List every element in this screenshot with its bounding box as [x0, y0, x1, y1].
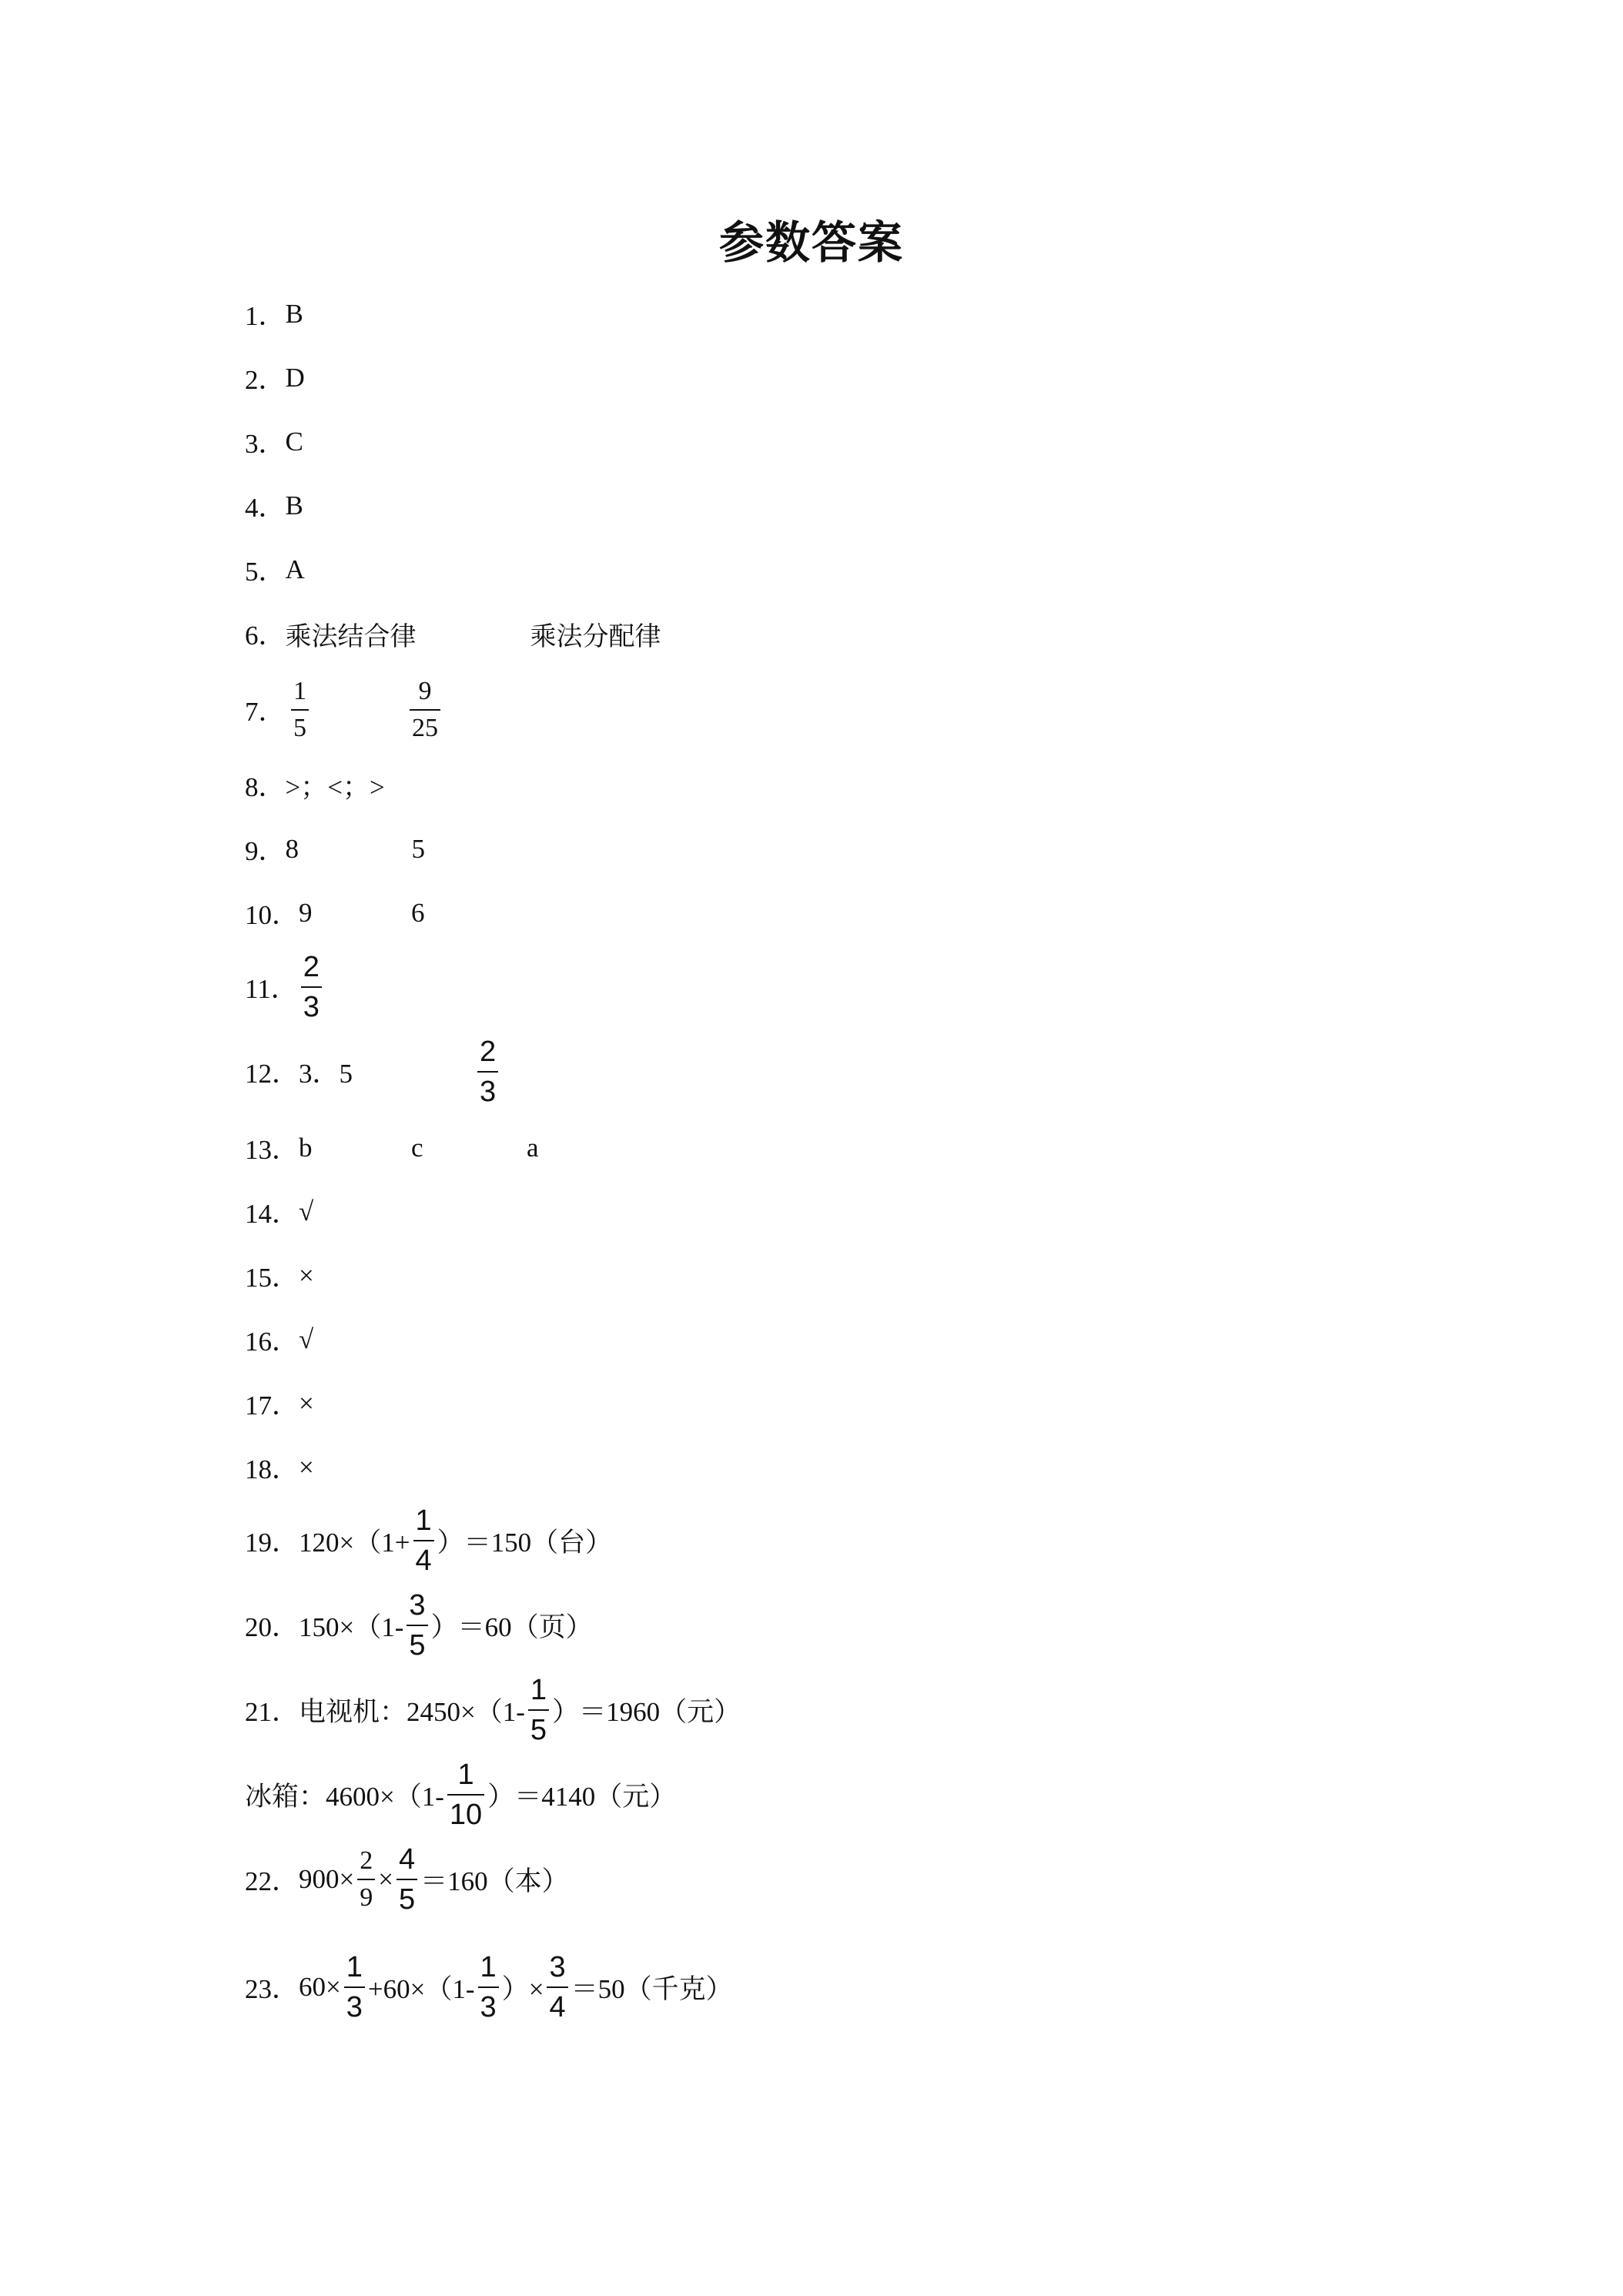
expression-part: ）＝4140（元）: [487, 1782, 677, 1812]
answer-12: [245, 1033, 501, 1110]
expression-part: 900×: [299, 1864, 355, 1894]
fraction: $\frac{2}{9}$: [357, 1848, 375, 1911]
answer-21: [245, 1672, 741, 1749]
fraction: $\frac{1}{3}$: [478, 1953, 499, 2022]
answer-number: 12．: [245, 1059, 300, 1089]
fraction: $\frac{2}{3}$: [301, 952, 322, 1022]
fraction: $\frac{1}{4}$: [413, 1506, 434, 1575]
fraction: $\frac{1}{5}$: [528, 1675, 549, 1745]
fraction: $\frac{1}{10}$: [447, 1760, 484, 1829]
answer-number: 9．: [245, 836, 286, 866]
answer-16: [245, 1315, 313, 1364]
fraction: $\frac{1}{5}$: [291, 678, 309, 741]
answer-9: [245, 825, 425, 874]
expression-part: 冰箱：4600×（1-: [245, 1782, 444, 1812]
answer-17: [245, 1379, 314, 1428]
answer-value-2: 乘法分配律: [530, 621, 661, 652]
fraction: $\frac{1}{3}$: [344, 1953, 365, 2022]
answer-value-2: c: [411, 1133, 423, 1163]
answer-number: 6．: [245, 621, 286, 651]
answer-number: 13．: [245, 1135, 300, 1165]
answer-4: [245, 481, 303, 530]
answer-21-fridge: [245, 1756, 676, 1833]
answer-number: 4．: [245, 493, 286, 523]
answer-number: 5．: [245, 557, 286, 587]
expression-part: ）＝150（台）: [437, 1528, 613, 1558]
answer-value-1: b: [299, 1133, 313, 1163]
answer-value: D: [285, 363, 305, 393]
answer-3: [245, 417, 303, 467]
answer-11: [245, 949, 325, 1026]
fraction: $\frac{2}{3}$: [477, 1037, 498, 1106]
answer-value: ×: [299, 1260, 314, 1290]
answer-18: [245, 1443, 314, 1492]
answer-13: [245, 1123, 539, 1173]
answer-8: [245, 761, 385, 810]
page-title: 参数答案: [718, 216, 904, 269]
expression-part: ）＝1960（元）: [552, 1697, 741, 1727]
answer-20: [245, 1587, 593, 1664]
answer-number: 8．: [245, 772, 286, 802]
answer-number: 1．: [245, 301, 286, 331]
expression-part: ×: [378, 1864, 394, 1894]
answer-value: B: [285, 299, 303, 329]
answer-22: [245, 1841, 569, 1918]
expression-part: ＝160（本）: [420, 1866, 569, 1896]
answer-number: 15．: [245, 1263, 300, 1293]
fraction: $\frac{4}{5}$: [397, 1845, 417, 1914]
answer-6: [245, 609, 661, 658]
answer-number: 20．: [245, 1612, 300, 1642]
expression-part: +60×（1-: [367, 1974, 475, 2004]
answer-value: √: [299, 1324, 314, 1354]
answer-number: 22．: [245, 1866, 300, 1896]
answer-7: [245, 673, 443, 747]
answer-value: C: [285, 427, 303, 457]
expression-part: ＝50（千克）: [571, 1974, 733, 2004]
answer-value: 3．5: [299, 1059, 353, 1089]
answer-value-1: 乘法结合律: [285, 621, 417, 652]
answer-value: A: [285, 554, 305, 584]
answer-value-3: a: [527, 1133, 539, 1163]
expression-part: 150×（1-: [299, 1612, 404, 1642]
answer-10: [245, 889, 425, 938]
answer-number: 17．: [245, 1391, 300, 1421]
answer-value-2: 5: [411, 834, 426, 864]
answer-number: 18．: [245, 1454, 300, 1484]
expression-part: 120×（1+: [299, 1528, 410, 1558]
answer-2: [245, 353, 305, 403]
answer-number: 23．: [245, 1974, 300, 2004]
answer-value-1: 9: [299, 898, 313, 928]
answer-14: [245, 1187, 313, 1237]
expression-part: ）×: [501, 1974, 544, 2004]
answer-number: 10．: [245, 900, 300, 930]
fraction: $\frac{3}{4}$: [547, 1953, 567, 2022]
answer-value: √: [299, 1197, 314, 1227]
answer-number: 21．: [245, 1697, 300, 1727]
answer-23: [245, 1949, 733, 2026]
answer-number: 19．: [245, 1528, 300, 1558]
answer-value-2: 6: [411, 898, 425, 928]
expression-part: ）＝60（页）: [430, 1612, 593, 1642]
answer-value: ×: [299, 1452, 314, 1482]
answer-5: [245, 545, 305, 594]
answer-number: 7．: [245, 697, 286, 727]
answer-value: B: [285, 490, 303, 520]
answer-value-1: 8: [285, 834, 300, 864]
answer-number: 14．: [245, 1199, 300, 1229]
answer-number: 16．: [245, 1327, 300, 1357]
answer-value: ×: [299, 1388, 314, 1418]
answer-number: 11．: [245, 974, 298, 1004]
fraction: $\frac{9}{25}$: [410, 678, 440, 741]
expression-part: 电视机：2450×（1-: [299, 1697, 525, 1727]
answer-15: [245, 1251, 314, 1300]
answer-number: 3．: [245, 429, 286, 459]
answer-value: >；<；>: [285, 772, 385, 802]
answer-number: 2．: [245, 365, 286, 395]
answer-1: [245, 290, 303, 339]
fraction: $\frac{3}{5}$: [407, 1591, 427, 1660]
answer-19: [245, 1502, 612, 1579]
expression-part: 60×: [299, 1972, 341, 2002]
